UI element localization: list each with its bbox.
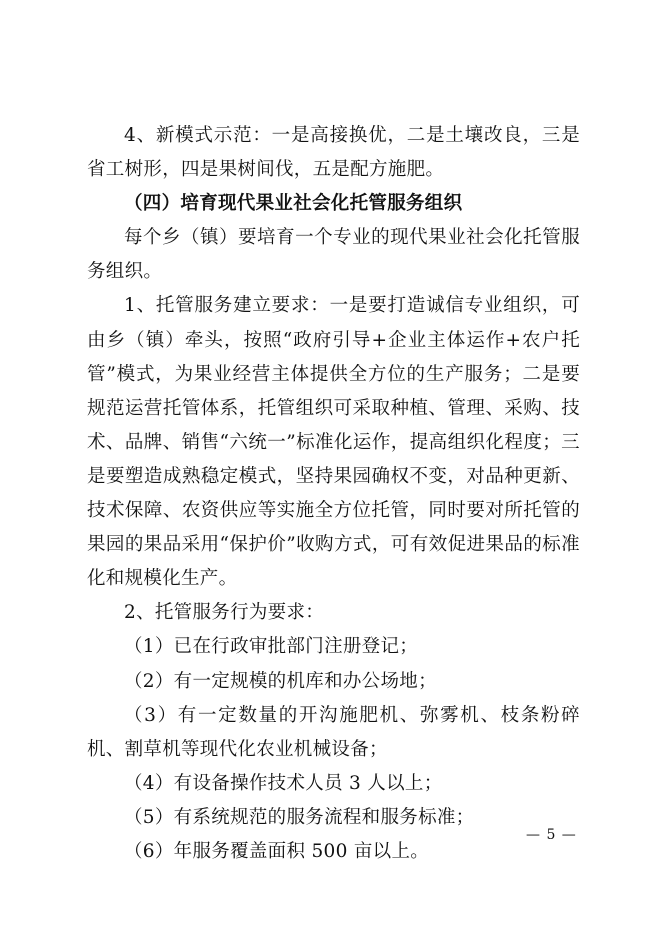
section-heading-4: （四）培育现代果业社会化托管服务组织 [124,193,463,215]
paragraph-township-requirement: 每个乡（镇）要培育一个专业的现代果业社会化托管服务组织。 [87,227,580,283]
list-item-coverage-area: （6）年服务覆盖面积 500 亩以上。 [124,840,430,862]
list-item-machinery: （3）有一定数量的开沟施肥机、弥雾机、枝条粉碎机、割草机等现代化农业机械设备； [87,704,580,760]
list-item-service-standard: （5）有系统规范的服务流程和服务标准； [124,806,475,828]
paragraph-service-establishment: 1、托管服务建立要求：一是要打造诚信专业组织，可由乡（镇）牵头，按照“政府引导+企业主体运作+农户托管”模式，为果业经营主体提供全方位的生产服务；二是要规范运营托管体系，托管组织可采取种植、管理、采购、技术、品牌、销售“六统一”标准化运作，提高组织化程度；三是要塑造成熟稳定模式，坚持果园确权不变，对品种更新、技术保障、农资供应等实施全方位托管，同时要对所托管的果园的果品采用“保护价”收购方式，可有效促进果品的标准化和规模化生产。 [87,295,580,590]
document-body [87,119,580,869]
paragraph-service-behavior-title: 2、托管服务行为要求： [124,602,325,624]
paragraph-new-model-demo: 4、新模式示范：一是高接换优，二是土壤改良，三是省工树形，四是果树间伐，五是配方施肥。 [87,125,580,181]
list-item-registration: （1）已在行政审批部门注册登记； [124,636,419,658]
list-item-facility: （2）有一定规模的机库和办公场地； [124,670,437,692]
list-item-technicians: （4）有设备操作技术人员 3 人以上； [124,772,443,794]
page-number: — 5 — [526,827,577,843]
